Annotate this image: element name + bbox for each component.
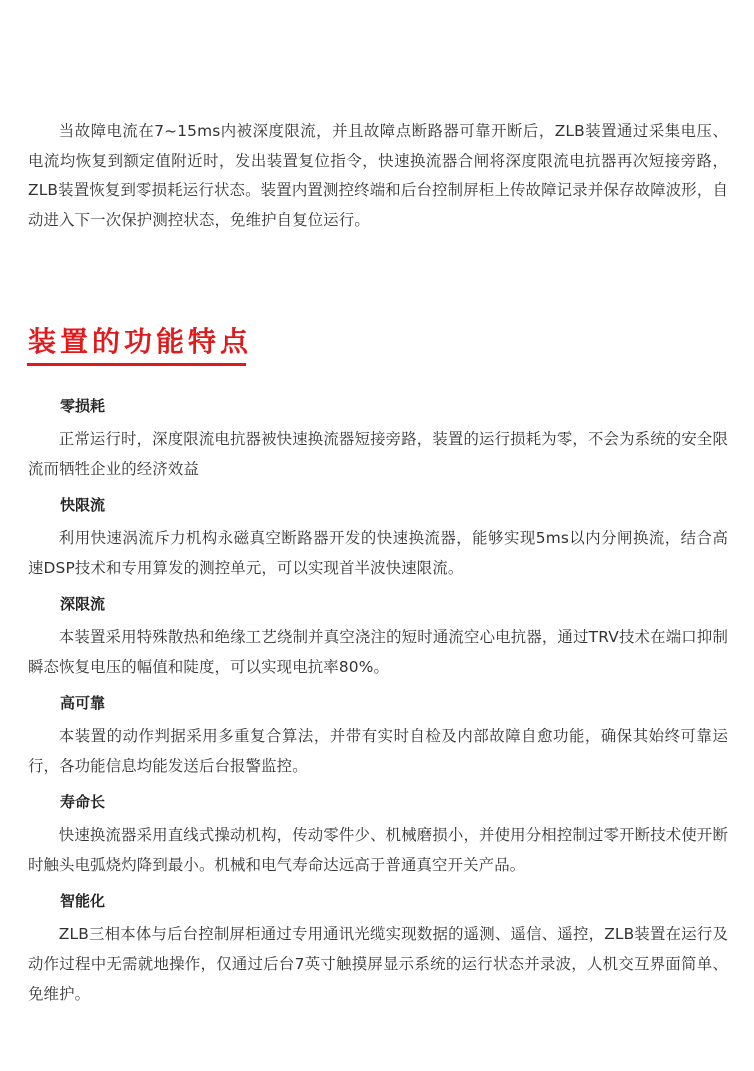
feature-title: 深限流 xyxy=(60,595,106,613)
feature-title: 零损耗 xyxy=(60,397,106,415)
feature-item-zero-loss xyxy=(28,391,728,484)
intro-paragraph: 当故障电流在7~15ms内被深度限流，并且故障点断路器可靠开断后，ZLB装置通过采集电压、电流均恢复到额定值附近时，发出装置复位指令，快速换流器合闸将深度限流电抗器再次短接旁路，ZLB装置恢复到零损耗运行状态。装置内置测控终端和后台控制屏柜上传故障记录并保存故障波形，自动进入下一次保护测控状态，免维护自复位运行。 xyxy=(28,122,728,229)
feature-item-high-reliability xyxy=(28,688,728,781)
feature-description: 利用快速涡流斥力机构永磁真空断路器开发的快速换流器，能够实现5ms以内分闸换流，结合高速DSP技术和专用算发的测控单元，可以实现首半波快速限流。 xyxy=(28,529,728,577)
feature-description: 正常运行时，深度限流电抗器被快速换流器短接旁路，装置的运行损耗为零，不会为系统的安全限流而牺牲企业的经济效益 xyxy=(28,430,728,478)
feature-title: 快限流 xyxy=(60,496,106,514)
feature-description: 快速换流器采用直线式操动机构，传动零件少、机械磨损小，并使用分相控制过零开断技术使开断时触头电弧烧灼降到最小。机械和电气寿命达远高于普通真空开关产品。 xyxy=(28,826,728,874)
section-title-underline xyxy=(27,363,246,366)
feature-item-intelligent xyxy=(28,886,728,1009)
feature-item-long-life xyxy=(28,787,728,880)
feature-title: 智能化 xyxy=(60,892,106,910)
feature-title: 寿命长 xyxy=(60,793,106,811)
feature-description: 本装置的动作判据采用多重复合算法，并带有实时自检及内部故障自愈功能，确保其始终可靠运行，各功能信息均能发送后台报警监控。 xyxy=(28,727,728,775)
feature-description: ZLB三相本体与后台控制屏柜通过专用通讯光缆实现数据的遥测、遥信、遥控，ZLB装置在运行及动作过程中无需就地操作，仅通过后台7英寸触摸屏显示系统的运行状态并录波，人机交互界面简单、免维护。 xyxy=(28,925,728,1003)
feature-item-deep-limit xyxy=(28,589,728,682)
feature-list xyxy=(28,391,728,1015)
section-title: 装置的功能特点 xyxy=(28,325,253,358)
feature-title: 高可靠 xyxy=(60,694,106,712)
feature-item-fast-limit xyxy=(28,490,728,583)
feature-description: 本装置采用特殊散热和绝缘工艺绕制并真空浇注的短时通流空心电抗器，通过TRV技术在端口抑制瞬态恢复电压的幅值和陡度，可以实现电抗率80%。 xyxy=(28,628,728,676)
